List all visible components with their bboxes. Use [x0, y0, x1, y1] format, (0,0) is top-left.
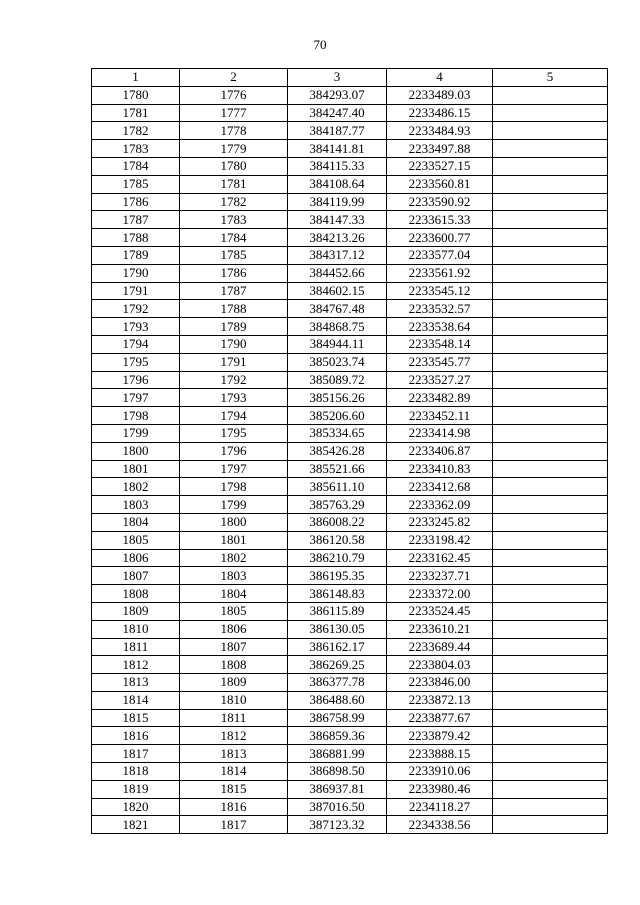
note-cell — [493, 140, 608, 158]
point-number-cell: 1795 — [92, 353, 180, 371]
point-number-cell: 1817 — [92, 745, 180, 763]
table-row — [92, 442, 608, 460]
note-cell — [493, 745, 608, 763]
point-id-cell: 1776 — [180, 86, 288, 104]
point-number-cell: 1800 — [92, 442, 180, 460]
table-row — [92, 620, 608, 638]
note-cell — [493, 780, 608, 798]
table-body — [92, 86, 608, 833]
x-coordinate-cell: 384119.99 — [288, 193, 387, 211]
note-cell — [493, 353, 608, 371]
y-coordinate-cell: 2233162.45 — [387, 549, 493, 567]
x-coordinate-cell: 386148.83 — [288, 585, 387, 603]
y-coordinate-cell: 2233577.04 — [387, 246, 493, 264]
x-coordinate-cell: 384141.81 — [288, 140, 387, 158]
header-cell-col5: 5 — [493, 69, 608, 87]
point-id-cell: 1782 — [180, 193, 288, 211]
point-number-cell: 1783 — [92, 140, 180, 158]
page-number: 70 — [313, 37, 327, 52]
y-coordinate-cell: 2233980.46 — [387, 780, 493, 798]
header-row — [92, 69, 608, 87]
x-coordinate-cell: 386758.99 — [288, 709, 387, 727]
point-id-cell: 1807 — [180, 638, 288, 656]
note-cell — [493, 513, 608, 531]
x-coordinate-cell: 384115.33 — [288, 157, 387, 175]
point-id-cell: 1801 — [180, 531, 288, 549]
table-row — [92, 531, 608, 549]
x-coordinate-cell: 384187.77 — [288, 122, 387, 140]
table-row — [92, 780, 608, 798]
y-coordinate-cell: 2233548.14 — [387, 335, 493, 353]
point-number-cell: 1781 — [92, 104, 180, 122]
y-coordinate-cell: 2233689.44 — [387, 638, 493, 656]
point-id-cell: 1796 — [180, 442, 288, 460]
y-coordinate-cell: 2233560.81 — [387, 175, 493, 193]
table-row — [92, 318, 608, 336]
x-coordinate-cell: 384944.11 — [288, 335, 387, 353]
y-coordinate-cell: 2233414.98 — [387, 424, 493, 442]
table-row — [92, 727, 608, 745]
point-id-cell: 1790 — [180, 335, 288, 353]
point-number-cell: 1785 — [92, 175, 180, 193]
point-id-cell: 1811 — [180, 709, 288, 727]
point-id-cell: 1816 — [180, 798, 288, 816]
x-coordinate-cell: 384293.07 — [288, 86, 387, 104]
y-coordinate-cell: 2233532.57 — [387, 300, 493, 318]
point-number-cell: 1810 — [92, 620, 180, 638]
y-coordinate-cell: 2233198.42 — [387, 531, 493, 549]
y-coordinate-cell: 2233545.12 — [387, 282, 493, 300]
note-cell — [493, 389, 608, 407]
y-coordinate-cell: 2233846.00 — [387, 674, 493, 692]
x-coordinate-cell: 384767.48 — [288, 300, 387, 318]
point-id-cell: 1809 — [180, 674, 288, 692]
point-number-cell: 1808 — [92, 585, 180, 603]
point-number-cell: 1782 — [92, 122, 180, 140]
point-number-cell: 1792 — [92, 300, 180, 318]
note-cell — [493, 478, 608, 496]
y-coordinate-cell: 2233410.83 — [387, 460, 493, 478]
note-cell — [493, 246, 608, 264]
point-id-cell: 1805 — [180, 602, 288, 620]
header-cell-col3: 3 — [288, 69, 387, 87]
point-number-cell: 1807 — [92, 567, 180, 585]
table-row — [92, 300, 608, 318]
point-id-cell: 1797 — [180, 460, 288, 478]
point-number-cell: 1797 — [92, 389, 180, 407]
y-coordinate-cell: 2233872.13 — [387, 691, 493, 709]
table-row — [92, 407, 608, 425]
point-id-cell: 1780 — [180, 157, 288, 175]
x-coordinate-cell: 385763.29 — [288, 496, 387, 514]
note-cell — [493, 300, 608, 318]
point-id-cell: 1784 — [180, 229, 288, 247]
note-cell — [493, 86, 608, 104]
point-id-cell: 1800 — [180, 513, 288, 531]
note-cell — [493, 211, 608, 229]
table-row — [92, 513, 608, 531]
y-coordinate-cell: 2233545.77 — [387, 353, 493, 371]
x-coordinate-cell: 384602.15 — [288, 282, 387, 300]
x-coordinate-cell: 384452.66 — [288, 264, 387, 282]
note-cell — [493, 460, 608, 478]
table-row — [92, 264, 608, 282]
x-coordinate-cell: 385089.72 — [288, 371, 387, 389]
y-coordinate-cell: 2233484.93 — [387, 122, 493, 140]
x-coordinate-cell: 386937.81 — [288, 780, 387, 798]
note-cell — [493, 727, 608, 745]
point-number-cell: 1805 — [92, 531, 180, 549]
y-coordinate-cell: 2233362.09 — [387, 496, 493, 514]
x-coordinate-cell: 386115.89 — [288, 602, 387, 620]
y-coordinate-cell: 2233615.33 — [387, 211, 493, 229]
point-number-cell: 1799 — [92, 424, 180, 442]
x-coordinate-cell: 387016.50 — [288, 798, 387, 816]
table-row — [92, 638, 608, 656]
point-number-cell: 1811 — [92, 638, 180, 656]
table-row — [92, 193, 608, 211]
note-cell — [493, 816, 608, 834]
table-row — [92, 567, 608, 585]
y-coordinate-cell: 2233538.64 — [387, 318, 493, 336]
point-number-cell: 1790 — [92, 264, 180, 282]
point-id-cell: 1778 — [180, 122, 288, 140]
x-coordinate-cell: 387123.32 — [288, 816, 387, 834]
table-row — [92, 424, 608, 442]
point-id-cell: 1792 — [180, 371, 288, 389]
note-cell — [493, 175, 608, 193]
point-id-cell: 1789 — [180, 318, 288, 336]
point-id-cell: 1806 — [180, 620, 288, 638]
point-number-cell: 1786 — [92, 193, 180, 211]
note-cell — [493, 585, 608, 603]
y-coordinate-cell: 2233372.00 — [387, 585, 493, 603]
point-id-cell: 1808 — [180, 656, 288, 674]
x-coordinate-cell: 385426.28 — [288, 442, 387, 460]
x-coordinate-cell: 384213.26 — [288, 229, 387, 247]
point-number-cell: 1803 — [92, 496, 180, 514]
x-coordinate-cell: 386120.58 — [288, 531, 387, 549]
point-number-cell: 1812 — [92, 656, 180, 674]
x-coordinate-cell: 386008.22 — [288, 513, 387, 531]
note-cell — [493, 567, 608, 585]
table-row — [92, 656, 608, 674]
note-cell — [493, 763, 608, 781]
note-cell — [493, 229, 608, 247]
note-cell — [493, 407, 608, 425]
point-number-cell: 1814 — [92, 691, 180, 709]
note-cell — [493, 371, 608, 389]
x-coordinate-cell: 384247.40 — [288, 104, 387, 122]
point-number-cell: 1791 — [92, 282, 180, 300]
x-coordinate-cell: 386859.36 — [288, 727, 387, 745]
point-number-cell: 1818 — [92, 763, 180, 781]
y-coordinate-cell: 2233590.92 — [387, 193, 493, 211]
point-id-cell: 1783 — [180, 211, 288, 229]
y-coordinate-cell: 2233610.21 — [387, 620, 493, 638]
point-number-cell: 1789 — [92, 246, 180, 264]
y-coordinate-cell: 2233245.82 — [387, 513, 493, 531]
y-coordinate-cell: 2233412.68 — [387, 478, 493, 496]
point-id-cell: 1785 — [180, 246, 288, 264]
point-id-cell: 1793 — [180, 389, 288, 407]
x-coordinate-cell: 385206.60 — [288, 407, 387, 425]
point-id-cell: 1777 — [180, 104, 288, 122]
table-row — [92, 246, 608, 264]
point-number-cell: 1804 — [92, 513, 180, 531]
point-number-cell: 1819 — [92, 780, 180, 798]
x-coordinate-cell: 385023.74 — [288, 353, 387, 371]
y-coordinate-cell: 2233524.45 — [387, 602, 493, 620]
note-cell — [493, 674, 608, 692]
table-row — [92, 122, 608, 140]
y-coordinate-cell: 2233879.42 — [387, 727, 493, 745]
note-cell — [493, 656, 608, 674]
note-cell — [493, 318, 608, 336]
note-cell — [493, 691, 608, 709]
point-id-cell: 1779 — [180, 140, 288, 158]
point-number-cell: 1813 — [92, 674, 180, 692]
coordinates-table — [91, 68, 608, 834]
point-id-cell: 1813 — [180, 745, 288, 763]
point-id-cell: 1812 — [180, 727, 288, 745]
table-row — [92, 674, 608, 692]
y-coordinate-cell: 2233561.92 — [387, 264, 493, 282]
header-cell-col2: 2 — [180, 69, 288, 87]
point-number-cell: 1794 — [92, 335, 180, 353]
x-coordinate-cell: 384868.75 — [288, 318, 387, 336]
x-coordinate-cell: 384147.33 — [288, 211, 387, 229]
point-id-cell: 1799 — [180, 496, 288, 514]
point-number-cell: 1802 — [92, 478, 180, 496]
x-coordinate-cell: 386269.25 — [288, 656, 387, 674]
table-row — [92, 175, 608, 193]
y-coordinate-cell: 2233237.71 — [387, 567, 493, 585]
table-row — [92, 602, 608, 620]
point-id-cell: 1787 — [180, 282, 288, 300]
note-cell — [493, 104, 608, 122]
note-cell — [493, 193, 608, 211]
x-coordinate-cell: 386162.17 — [288, 638, 387, 656]
note-cell — [493, 602, 608, 620]
x-coordinate-cell: 385521.66 — [288, 460, 387, 478]
y-coordinate-cell: 2233527.15 — [387, 157, 493, 175]
table-row — [92, 585, 608, 603]
header-cell-col1: 1 — [92, 69, 180, 87]
point-id-cell: 1817 — [180, 816, 288, 834]
table-row — [92, 798, 608, 816]
point-id-cell: 1815 — [180, 780, 288, 798]
point-id-cell: 1795 — [180, 424, 288, 442]
x-coordinate-cell: 384108.64 — [288, 175, 387, 193]
point-id-cell: 1794 — [180, 407, 288, 425]
point-number-cell: 1806 — [92, 549, 180, 567]
table-header — [92, 69, 608, 87]
x-coordinate-cell: 386130.05 — [288, 620, 387, 638]
point-number-cell: 1796 — [92, 371, 180, 389]
table-row — [92, 763, 608, 781]
table-row — [92, 691, 608, 709]
note-cell — [493, 424, 608, 442]
y-coordinate-cell: 2233888.15 — [387, 745, 493, 763]
table-row — [92, 157, 608, 175]
y-coordinate-cell: 2233452.11 — [387, 407, 493, 425]
x-coordinate-cell: 385334.65 — [288, 424, 387, 442]
table-row — [92, 371, 608, 389]
table-row — [92, 389, 608, 407]
point-id-cell: 1804 — [180, 585, 288, 603]
note-cell — [493, 442, 608, 460]
point-number-cell: 1809 — [92, 602, 180, 620]
table-row — [92, 140, 608, 158]
point-number-cell: 1801 — [92, 460, 180, 478]
table-row — [92, 282, 608, 300]
point-id-cell: 1788 — [180, 300, 288, 318]
table-row — [92, 335, 608, 353]
point-number-cell: 1784 — [92, 157, 180, 175]
table-row — [92, 496, 608, 514]
note-cell — [493, 798, 608, 816]
x-coordinate-cell: 386210.79 — [288, 549, 387, 567]
point-number-cell: 1787 — [92, 211, 180, 229]
header-cell-col4: 4 — [387, 69, 493, 87]
point-number-cell: 1820 — [92, 798, 180, 816]
note-cell — [493, 709, 608, 727]
point-number-cell: 1793 — [92, 318, 180, 336]
note-cell — [493, 620, 608, 638]
point-number-cell: 1788 — [92, 229, 180, 247]
table-row — [92, 86, 608, 104]
note-cell — [493, 157, 608, 175]
table-row — [92, 816, 608, 834]
point-id-cell: 1781 — [180, 175, 288, 193]
note-cell — [493, 122, 608, 140]
note-cell — [493, 335, 608, 353]
y-coordinate-cell: 2233482.89 — [387, 389, 493, 407]
point-id-cell: 1803 — [180, 567, 288, 585]
point-id-cell: 1802 — [180, 549, 288, 567]
note-cell — [493, 638, 608, 656]
table-row — [92, 229, 608, 247]
point-number-cell: 1816 — [92, 727, 180, 745]
x-coordinate-cell: 384317.12 — [288, 246, 387, 264]
y-coordinate-cell: 2233804.03 — [387, 656, 493, 674]
point-id-cell: 1814 — [180, 763, 288, 781]
y-coordinate-cell: 2233489.03 — [387, 86, 493, 104]
y-coordinate-cell: 2233486.15 — [387, 104, 493, 122]
note-cell — [493, 264, 608, 282]
y-coordinate-cell: 2233600.77 — [387, 229, 493, 247]
table-row — [92, 104, 608, 122]
table-row — [92, 478, 608, 496]
x-coordinate-cell: 385611.10 — [288, 478, 387, 496]
note-cell — [493, 496, 608, 514]
table-row — [92, 353, 608, 371]
point-number-cell: 1798 — [92, 407, 180, 425]
table-row — [92, 460, 608, 478]
y-coordinate-cell: 2233527.27 — [387, 371, 493, 389]
x-coordinate-cell: 386195.35 — [288, 567, 387, 585]
table-row — [92, 549, 608, 567]
x-coordinate-cell: 386898.50 — [288, 763, 387, 781]
x-coordinate-cell: 386881.99 — [288, 745, 387, 763]
note-cell — [493, 531, 608, 549]
point-id-cell: 1798 — [180, 478, 288, 496]
y-coordinate-cell: 2233877.67 — [387, 709, 493, 727]
table-row — [92, 745, 608, 763]
y-coordinate-cell: 2234338.56 — [387, 816, 493, 834]
point-number-cell: 1780 — [92, 86, 180, 104]
note-cell — [493, 549, 608, 567]
table-row — [92, 709, 608, 727]
point-id-cell: 1786 — [180, 264, 288, 282]
x-coordinate-cell: 385156.26 — [288, 389, 387, 407]
y-coordinate-cell: 2233910.06 — [387, 763, 493, 781]
note-cell — [493, 282, 608, 300]
y-coordinate-cell: 2233406.87 — [387, 442, 493, 460]
y-coordinate-cell: 2233497.88 — [387, 140, 493, 158]
point-id-cell: 1791 — [180, 353, 288, 371]
point-number-cell: 1815 — [92, 709, 180, 727]
x-coordinate-cell: 386377.78 — [288, 674, 387, 692]
point-id-cell: 1810 — [180, 691, 288, 709]
y-coordinate-cell: 2234118.27 — [387, 798, 493, 816]
point-number-cell: 1821 — [92, 816, 180, 834]
table-row — [92, 211, 608, 229]
x-coordinate-cell: 386488.60 — [288, 691, 387, 709]
